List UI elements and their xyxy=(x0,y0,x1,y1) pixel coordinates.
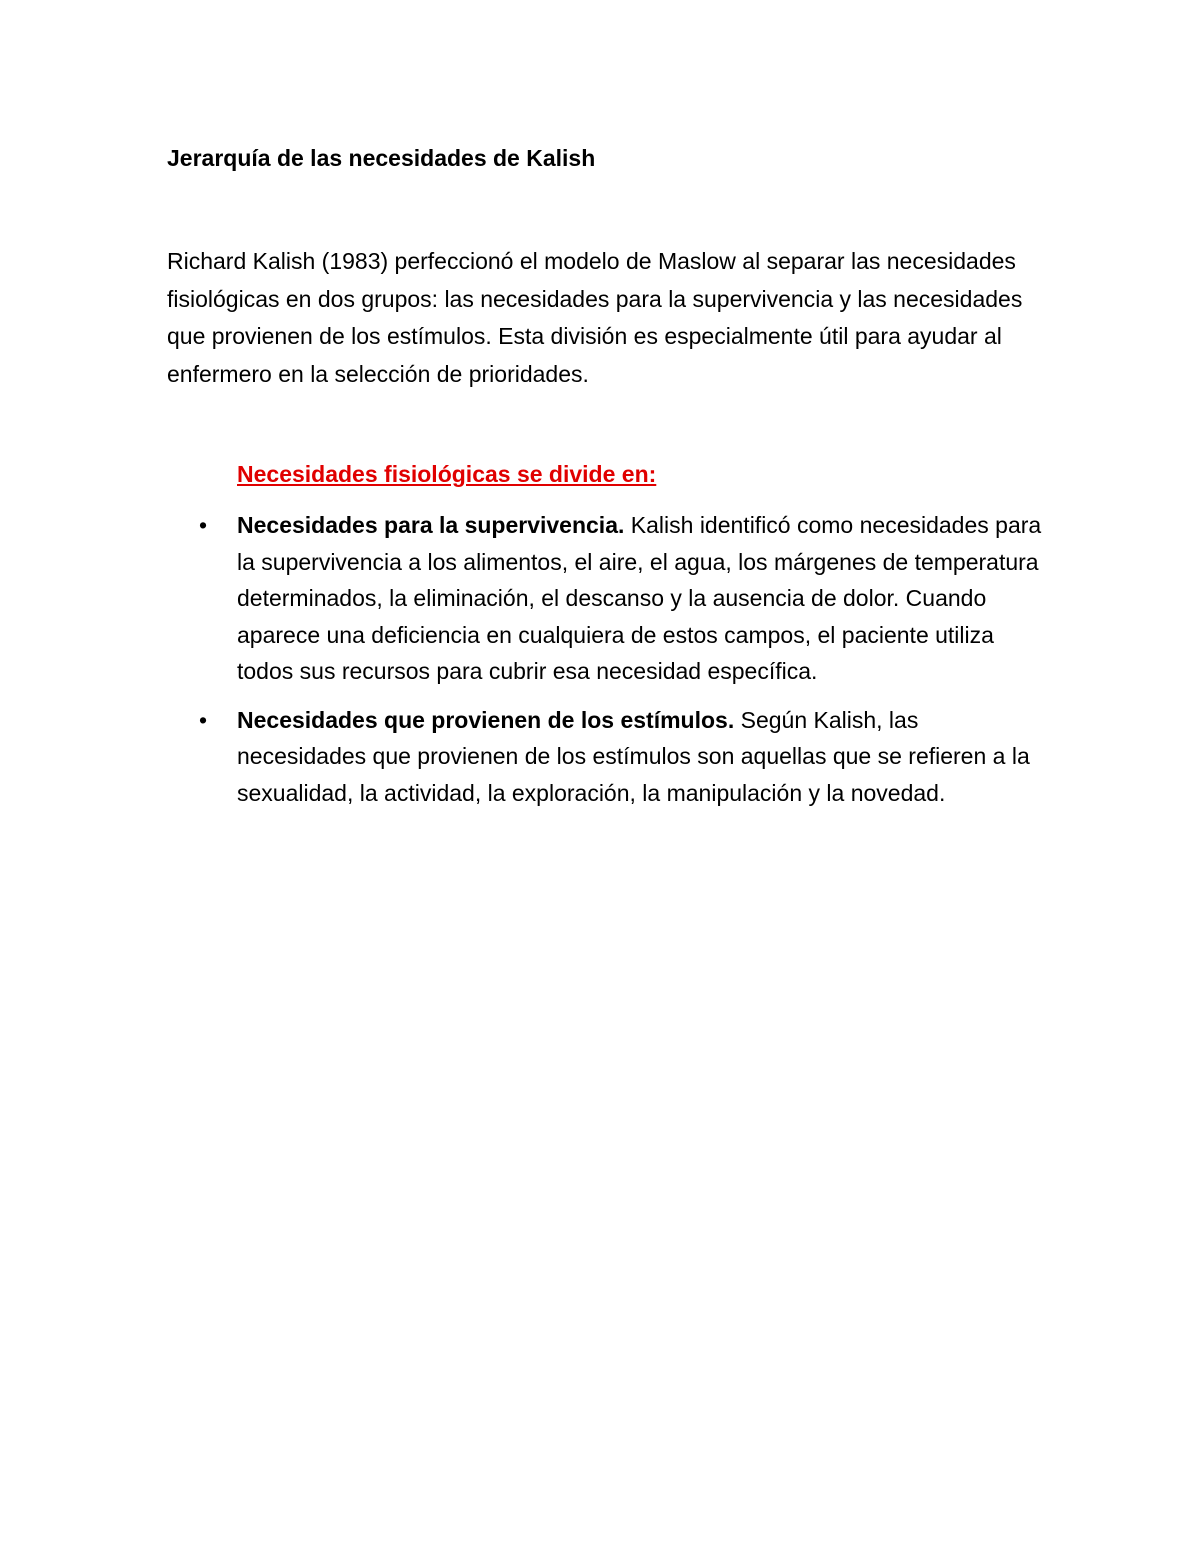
intro-paragraph: Richard Kalish (1983) perfeccionó el modelo de Maslow al separar las necesidades fisiológicas en dos grupos: las necesidades para la supervivencia y las necesidades que provienen de los estímulos. Esta división es especialmente útil para ayudar al enfermero en la selección de prioridades. xyxy=(167,248,1023,387)
list-item xyxy=(167,702,1047,812)
bullet-term: Necesidades para la supervivencia. xyxy=(237,512,625,538)
section-heading: Necesidades fisiológicas se divide en: xyxy=(237,461,657,487)
bullet-icon: • xyxy=(199,706,208,733)
bullet-text: Según Kalish, las necesidades que provienen de los estímulos son aquellas que se refieren a la sexualidad, la actividad, la exploración, la manipulación y la novedad. xyxy=(237,706,1030,806)
bullet-text: Kalish identificó como necesidades para la supervivencia a los alimentos, el aire, el agua, los márgenes de temperatura determinados, la eliminación, el descanso y la ausencia de dolor. Cuando aparece una deficiencia en cualquiera de estos campos, el paciente utiliza todos sus recursos para cubrir esa necesidad específica. xyxy=(237,512,1042,684)
bullet-icon: • xyxy=(199,512,208,538)
bullet-term: Necesidades que provienen de los estímulos. xyxy=(237,706,735,733)
list-item xyxy=(167,507,1047,690)
bullet-list xyxy=(167,507,1047,811)
document-title: Jerarquía de las necesidades de Kalish xyxy=(167,145,596,171)
